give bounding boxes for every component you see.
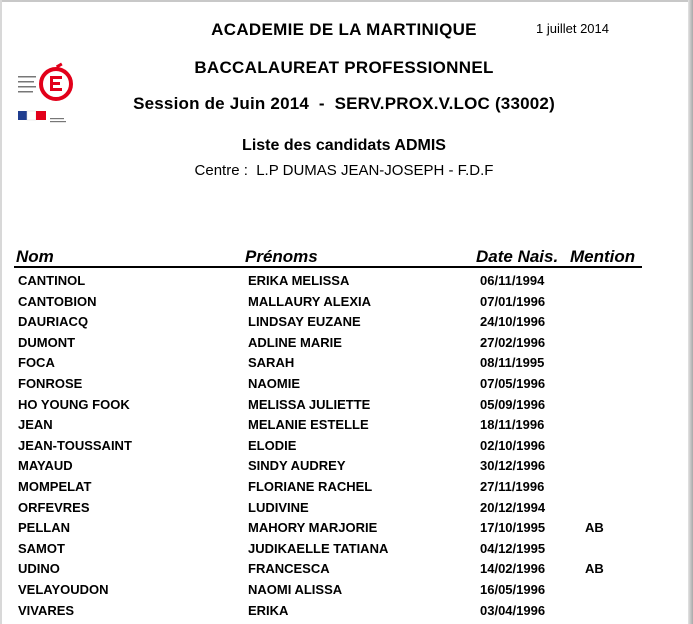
cell-prenoms: MELISSA JULIETTE <box>248 396 371 412</box>
table-row <box>0 520 688 540</box>
table-row <box>0 294 688 314</box>
cell-prenoms: JUDIKAELLE TATIANA <box>248 540 389 556</box>
centre-line: Centre : L.P DUMAS JEAN-JOSEPH - F.D.F <box>194 162 494 179</box>
cell-nom: DAURIACQ <box>18 314 89 330</box>
table-row <box>0 417 688 437</box>
liste-title: Liste des candidats ADMIS <box>242 137 446 154</box>
window-frame-top <box>0 0 693 2</box>
cell-nom: SAMOT <box>18 540 65 556</box>
cell-nom: HO YOUNG FOOK <box>18 396 130 412</box>
cell-nom: FOCA <box>18 355 55 371</box>
ministere-logo <box>16 62 78 128</box>
cell-date: 04/12/1995 <box>480 540 546 556</box>
cell-nom: PELLAN <box>18 520 70 536</box>
document-date: 1 juillet 2014 <box>536 21 609 36</box>
table-row <box>0 603 688 623</box>
cell-date: 08/11/1995 <box>480 355 545 371</box>
cell-prenoms: MALLAURY ALEXIA <box>248 293 372 309</box>
table-row <box>0 376 688 396</box>
cell-date: 07/01/1996 <box>480 293 546 309</box>
cell-nom: VIVARES <box>18 602 75 618</box>
cell-nom: MOMPELAT <box>18 479 92 494</box>
table-row <box>0 561 688 581</box>
table-row <box>0 397 688 417</box>
cell-date: 30/12/1996 <box>480 458 546 474</box>
cell-date: 05/09/1996 <box>480 396 546 412</box>
cell-date: 16/05/1996 <box>480 582 546 597</box>
cell-date: 18/11/1996 <box>480 417 545 433</box>
academie-title: ACADEMIE DE LA MARTINIQUE <box>211 20 477 39</box>
ministere-education-nationale-logo-icon <box>16 62 78 128</box>
table-row <box>0 314 688 334</box>
table-row <box>0 355 688 375</box>
cell-nom: JEAN <box>18 417 53 433</box>
cell-date: 17/10/1995 <box>480 520 546 536</box>
cell-mention: AB <box>585 561 604 577</box>
cell-prenoms: MELANIE ESTELLE <box>248 417 369 433</box>
cell-date: 24/10/1996 <box>480 314 546 330</box>
cell-mention: AB <box>585 520 604 536</box>
table-row <box>0 479 688 499</box>
cell-nom: CANTINOL <box>18 273 86 288</box>
cell-nom: ORFEVRES <box>18 499 90 515</box>
column-header-mention: Mention <box>570 247 636 266</box>
cell-prenoms: ERIKA <box>248 602 289 618</box>
table-row <box>0 541 688 561</box>
cell-nom: FONROSE <box>18 376 83 391</box>
diplome-title: BACCALAUREAT PROFESSIONNEL <box>194 58 494 77</box>
cell-date: 20/12/1994 <box>480 499 546 515</box>
cell-nom: MAYAUD <box>18 458 73 474</box>
cell-date: 07/05/1996 <box>480 376 546 391</box>
cell-prenoms: ERIKA MELISSA <box>248 273 350 288</box>
cell-prenoms: NAOMIE <box>248 376 300 391</box>
cell-prenoms: LINDSAY EUZANE <box>248 314 361 330</box>
cell-date: 14/02/1996 <box>480 561 546 577</box>
table-row <box>0 335 688 355</box>
cell-nom: UDINO <box>18 561 60 577</box>
cell-prenoms: ELODIE <box>248 437 297 453</box>
cell-nom: CANTOBION <box>18 293 97 309</box>
header-divider <box>14 266 642 268</box>
cell-prenoms: SINDY AUDREY <box>248 458 346 474</box>
table-row <box>0 500 688 520</box>
cell-date: 06/11/1994 <box>480 273 545 288</box>
cell-prenoms: ADLINE MARIE <box>248 334 342 350</box>
cell-prenoms: NAOMI ALISSA <box>248 582 343 597</box>
cell-date: 03/04/1996 <box>480 602 546 618</box>
cell-date: 27/11/1996 <box>480 479 545 494</box>
table-row <box>0 273 688 293</box>
cell-nom: DUMONT <box>18 334 76 350</box>
table-row <box>0 458 688 478</box>
window-scroll-edge <box>688 0 693 624</box>
cell-prenoms: SARAH <box>248 355 295 371</box>
column-header-prenoms: Prénoms <box>245 247 318 266</box>
cell-nom: VELAYOUDON <box>18 582 109 597</box>
cell-prenoms: FRANCESCA <box>248 561 330 577</box>
cell-prenoms: MAHORY MARJORIE <box>248 520 378 536</box>
session-title: Session de Juin 2014 - SERV.PROX.V.LOC (33002) <box>133 94 555 113</box>
table-row <box>0 582 688 602</box>
cell-prenoms: FLORIANE RACHEL <box>248 479 373 494</box>
column-header-nom: Nom <box>16 247 54 266</box>
table-row <box>0 438 688 458</box>
cell-prenoms: LUDIVINE <box>248 499 309 515</box>
cell-date: 02/10/1996 <box>480 437 546 453</box>
column-header-date: Date Nais. <box>476 247 559 266</box>
cell-date: 27/02/1996 <box>480 334 546 350</box>
cell-nom: JEAN-TOUSSAINT <box>18 437 132 453</box>
